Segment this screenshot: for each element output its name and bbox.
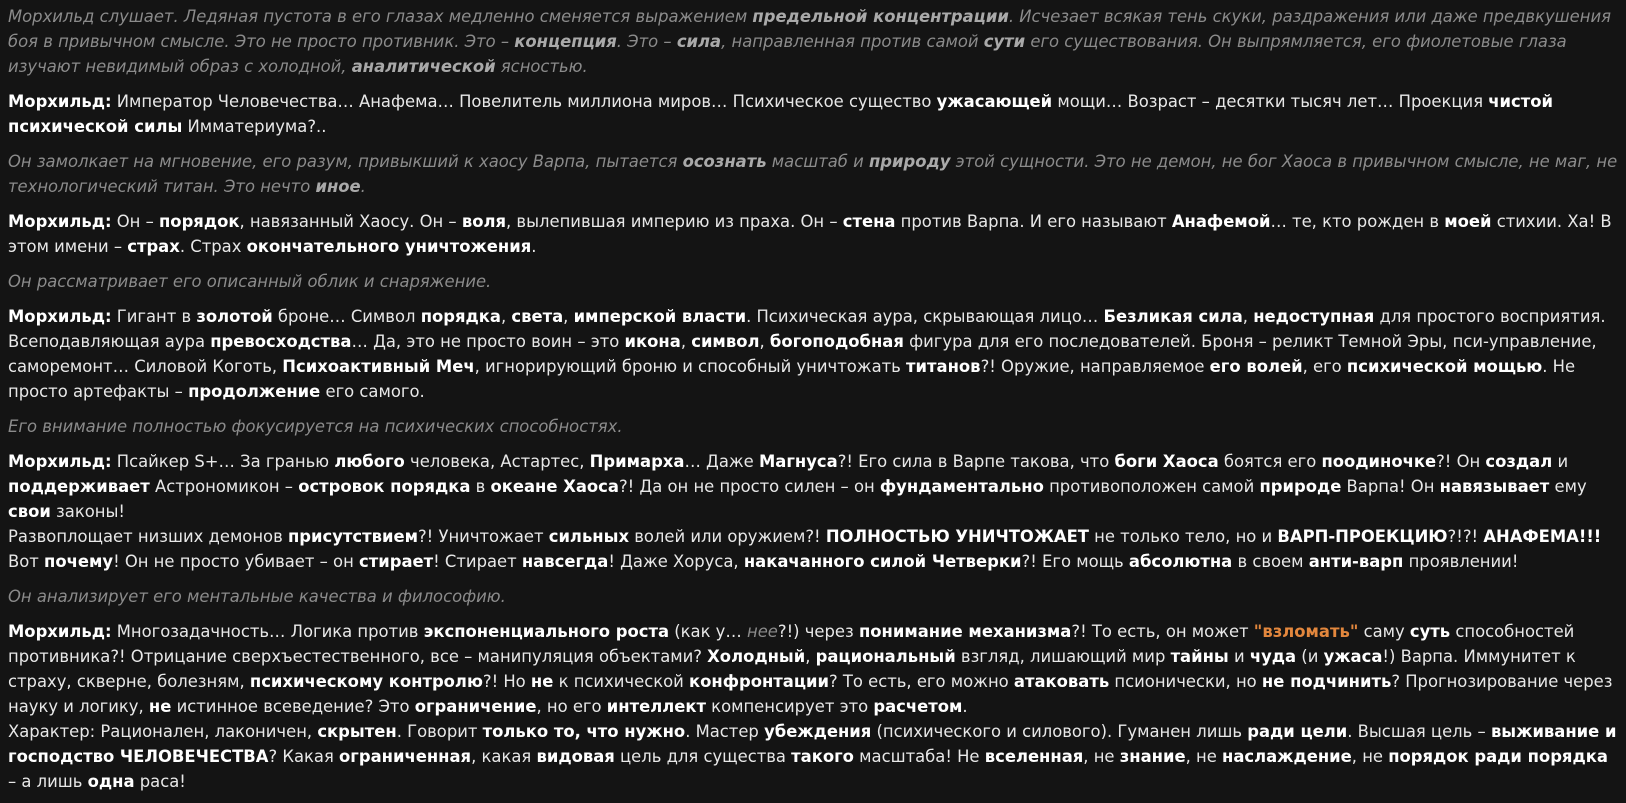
text-run: Морхильд слушает. Ледяная пустота в его глазах медленно сменяется выражением [8, 7, 753, 26]
emphasis-text: ограничение [414, 697, 537, 716]
text-run: ?!) через [777, 622, 859, 641]
speaker-name: Морхильд: [8, 212, 112, 231]
text-run: Он анализирует его ментальные качества и философию. [8, 587, 506, 606]
emphasis-text: расчетом [873, 697, 963, 716]
speaker-name: Морхильд: [8, 622, 112, 641]
text-run: Астрономикон – [149, 477, 299, 496]
text-run: его самого. [320, 382, 425, 401]
emphasis-text: АНАФЕМА!!! [1483, 527, 1602, 546]
emphasis-text: порядок ради порядка [1388, 747, 1608, 766]
text-run: (психического и силового). Гуманен лишь [871, 722, 1248, 741]
emphasis-text: тайны [1170, 647, 1229, 666]
text-run: . Это – [616, 32, 677, 51]
emphasis-text: ужаса [1323, 647, 1383, 666]
emphasis-text: поодиночке [1321, 452, 1437, 471]
emphasis-text: анти-варп [1308, 552, 1404, 571]
speech-paragraph [8, 449, 1618, 574]
text-run: Псайкер S+… За гранью [111, 452, 335, 471]
text-run: , [500, 307, 512, 326]
text-run: . [531, 237, 537, 256]
text-run: Он замолкает на мгновение, его разум, привыкший к хаосу Варпа, пытается [8, 152, 683, 171]
text-run: . Не просто артефакты – [8, 357, 1576, 401]
text-run: боятся его [1218, 452, 1322, 471]
text-run: человека, Астартес, [404, 452, 590, 471]
emphasis-text: чуда [1249, 647, 1297, 666]
emphasis-text: свои [8, 502, 51, 521]
emphasis-text: ограниченная [339, 747, 472, 766]
text-run: Характер: Рационален, лаконичен, [8, 722, 318, 741]
emphasis-text: одна [87, 772, 135, 791]
text-run: … те, кто рожден в [1270, 212, 1445, 231]
text-run: (и [1296, 647, 1324, 666]
text-run: в своем [1232, 552, 1309, 571]
text-run: Имматериума?.. [182, 117, 327, 136]
text-run: , вылепившая империю из праха. Он – [506, 212, 843, 231]
emphasis-text: концепция [514, 32, 617, 51]
emphasis-text: стена [842, 212, 896, 231]
emphasis-text: психической мощью [1346, 357, 1543, 376]
emphasis-text: конфронтации [689, 672, 829, 691]
italic-text: нее [746, 622, 778, 641]
text-run: , не [1351, 747, 1389, 766]
emphasis-text: природе [1259, 477, 1342, 496]
emphasis-text: не подчинить [1261, 672, 1392, 691]
text-run: . Исчезает всякая тень скуки, раздражения или даже предвкушения боя в привычном смысле. Это не просто противник. Это – [8, 7, 1611, 51]
text-run: противоположен самой [1043, 477, 1260, 496]
emphasis-text: психическому контролю [249, 672, 483, 691]
text-run: ! Даже Хоруса, [608, 552, 744, 571]
emphasis-text: Психоактивный Меч [282, 357, 475, 376]
text-run: , какая [471, 747, 537, 766]
narration-paragraph [8, 269, 1618, 294]
text-run: Многозадачность… Логика против [111, 622, 424, 641]
emphasis-text: иное [315, 177, 361, 196]
text-run: истинное всеведение? Это [171, 697, 415, 716]
text-run: . Говорит [396, 722, 483, 741]
emphasis-text: символ [691, 332, 760, 351]
emphasis-text: экспоненциального роста [423, 622, 670, 641]
text-run: броне… Символ [272, 307, 421, 326]
text-run: ?! Его мощь [1021, 552, 1129, 571]
text-run: ! Стирает [433, 552, 522, 571]
emphasis-text: страх [127, 237, 180, 256]
text-run: , [805, 647, 816, 666]
emphasis-text: Безликая сила [1103, 307, 1243, 326]
text-run: фигура для его последователей. Броня – реликт Темной Эры, пси-управление, саморемонт… Силовой Коготь, [8, 332, 1597, 376]
emphasis-text: видовая [536, 747, 615, 766]
emphasis-text: стирает [359, 552, 434, 571]
emphasis-text: окончательного уничтожения [246, 237, 532, 256]
text-run: Он рассматривает его описанный облик и снаряжение. [8, 272, 492, 291]
text-run: , направленная против самой [721, 32, 984, 51]
text-run: ?! Оружие, направляемое [980, 357, 1210, 376]
emphasis-text: наслаждение [1222, 747, 1352, 766]
emphasis-text: ради цели [1247, 722, 1348, 741]
narration-paragraph [8, 584, 1618, 609]
emphasis-text: продолжение [188, 382, 321, 401]
emphasis-text: чистой психической силы [8, 92, 1553, 136]
text-run: Гигант в [111, 307, 197, 326]
text-run: ? Какая [268, 747, 340, 766]
emphasis-text: абсолютна [1128, 552, 1233, 571]
text-run: для простого восприятия. Всеподавляющая аура [8, 307, 1606, 351]
emphasis-text: имперской власти [573, 307, 747, 326]
emphasis-text: навсегда [521, 552, 609, 571]
text-run: законы! [50, 502, 125, 521]
text-run: масштаб и [766, 152, 869, 171]
text-run: ? То есть, его можно [828, 672, 1014, 691]
emphasis-text: превосходства [210, 332, 352, 351]
text-run: … Даже [684, 452, 759, 471]
emphasis-text: не [530, 672, 554, 691]
text-run: этой сущности. Это не демон, не бог Хаоса в привычном смысле, не маг, не технологический титан. Это нечто [8, 152, 1618, 196]
text-run: , его [1302, 357, 1347, 376]
emphasis-text: порядок [158, 212, 240, 231]
text-run: взгляд, лишающий мир [955, 647, 1171, 666]
emphasis-text: ВАРП-ПРОЕКЦИЮ [1277, 527, 1448, 546]
text-run: . Мастер [685, 722, 765, 741]
text-run: псионически, но [1109, 672, 1262, 691]
text-run: ему [1549, 477, 1587, 496]
emphasis-text: убеждения [764, 722, 872, 741]
emphasis-text: порядка [420, 307, 501, 326]
text-run: не только тело, но и [1088, 527, 1278, 546]
narration-paragraph [8, 4, 1618, 79]
emphasis-text: природу [868, 152, 951, 171]
emphasis-text: его волей [1209, 357, 1303, 376]
text-run: ?! Но [482, 672, 531, 691]
emphasis-text: света [511, 307, 564, 326]
text-run: – а лишь [8, 772, 88, 791]
emphasis-text: суть [1409, 622, 1451, 641]
emphasis-text: ужасающей [936, 92, 1053, 111]
speech-paragraph [8, 209, 1618, 259]
emphasis-text: создал [1485, 452, 1553, 471]
text-run: масштаба! Не [853, 747, 985, 766]
narration-paragraph [8, 414, 1618, 439]
text-run: стихии. Ха! В этом имени – [8, 212, 1612, 256]
text-run: к психической [553, 672, 689, 691]
text-run: и [1552, 452, 1569, 471]
text-run: . [962, 697, 968, 716]
emphasis-text: титанов [906, 357, 981, 376]
text-run: ?! Да он не просто силен – он [618, 477, 880, 496]
emphasis-text: такого [791, 747, 854, 766]
text-run: раса! [134, 772, 186, 791]
emphasis-text: знание [1119, 747, 1186, 766]
text-run: , не [1185, 747, 1223, 766]
text-run: . [360, 177, 366, 196]
text-run: цель для существа [614, 747, 792, 766]
text-run: ? Прогнозирование через науку и логику, [8, 672, 1613, 716]
emphasis-text: навязывает [1439, 477, 1550, 496]
text-run: способностей противника?! Отрицание сверхъестественного, все – манипуляция объектами? [8, 622, 1575, 666]
emphasis-text: океане Хаоса [490, 477, 619, 496]
text-run: ! Он не просто убивает – он [113, 552, 360, 571]
text-run: (как у… [669, 622, 747, 641]
emphasis-text: атаковать [1013, 672, 1110, 691]
emphasis-text: почему [44, 552, 114, 571]
text-run: . Страх [179, 237, 247, 256]
emphasis-text: интеллект [606, 697, 706, 716]
emphasis-text: выживание и господство ЧЕЛОВЕЧЕСТВА [8, 722, 1617, 766]
speech-paragraph [8, 619, 1618, 794]
text-run: Вот [8, 552, 45, 571]
text-run: ясностью. [495, 57, 588, 76]
text-run: … Да, это не просто воин – это [351, 332, 625, 351]
emphasis-text: любого [334, 452, 405, 471]
text-run: его существования. Он выпрямляется, его фиолетовые глаза изучают невидимый образ с холодной, [8, 32, 1567, 76]
emphasis-text: боги Хаоса [1114, 452, 1219, 471]
text-run: ?!?! [1447, 527, 1484, 546]
highlight-text: "взломать" [1253, 622, 1359, 641]
emphasis-text: присутствием [287, 527, 418, 546]
emphasis-text: скрытен [317, 722, 397, 741]
emphasis-text: сильных [548, 527, 630, 546]
text-run: и [1228, 647, 1250, 666]
speaker-name: Морхильд: [8, 307, 112, 326]
text-run: . Психическая аура, скрывающая лицо… [746, 307, 1104, 326]
emphasis-text: аналитической [351, 57, 496, 76]
text-run: в [470, 477, 491, 496]
text-run: ?! Уничтожает [417, 527, 549, 546]
text-run: , игнорирующий броню и способный уничтожать [474, 357, 907, 376]
text-run: , [680, 332, 692, 351]
text-run: . Высшая цель – [1347, 722, 1491, 741]
emphasis-text: Примарха [589, 452, 685, 471]
text-run: , [563, 307, 574, 326]
text-run: компенсирует это [705, 697, 874, 716]
text-run: , но его [536, 697, 607, 716]
speaker-name: Морхильд: [8, 452, 112, 471]
speech-paragraph [8, 89, 1618, 139]
text-run: ?! Его сила в Варпе такова, что [837, 452, 1115, 471]
emphasis-text: не [148, 697, 172, 716]
text-run: мощи… Возраст – десятки тысяч лет… Проекция [1052, 92, 1489, 111]
text-run: , не [1083, 747, 1120, 766]
emphasis-text: золотой [196, 307, 273, 326]
text-run: ?! То есть, он может [1071, 622, 1254, 641]
emphasis-text: Анафемой [1171, 212, 1271, 231]
emphasis-text: ПОЛНОСТЬЮ УНИЧТОЖАЕТ [825, 527, 1089, 546]
emphasis-text: поддерживает [8, 477, 150, 496]
text-run: Развоплощает низших демонов [8, 527, 288, 546]
emphasis-text: икона [624, 332, 681, 351]
emphasis-text: накачанного силой Четверки [743, 552, 1022, 571]
speech-paragraph [8, 304, 1618, 404]
emphasis-text: моей [1444, 212, 1492, 231]
text-run: против Варпа. И его называют [895, 212, 1172, 231]
emphasis-text: понимание механизма [858, 622, 1072, 641]
emphasis-text: предельной концентрации [752, 7, 1009, 26]
emphasis-text: рациональный [815, 647, 956, 666]
narration-paragraph [8, 149, 1618, 199]
emphasis-text: только то, что нужно [482, 722, 686, 741]
emphasis-text: фундаментально [879, 477, 1044, 496]
emphasis-text: сути [983, 32, 1026, 51]
emphasis-text: богоподобная [769, 332, 904, 351]
emphasis-text: сила [676, 32, 722, 51]
text-run: саму [1358, 622, 1410, 641]
text-run: , [1242, 307, 1254, 326]
text-run: , навязанный Хаосу. Он – [239, 212, 462, 231]
emphasis-text: недоступная [1253, 307, 1375, 326]
text-run: Варпа! Он [1341, 477, 1440, 496]
text-run: Император Человечества… Анафема… Повелитель миллиона миров… Психическое существо [111, 92, 937, 111]
text-run: Его внимание полностью фокусируется на психических способностях. [8, 417, 623, 436]
emphasis-text: вселенная [984, 747, 1084, 766]
emphasis-text: островок порядка [298, 477, 471, 496]
speaker-name: Морхильд: [8, 92, 112, 111]
emphasis-text: Холодный [707, 647, 806, 666]
emphasis-text: осознать [682, 152, 767, 171]
text-run: ?! Он [1436, 452, 1486, 471]
emphasis-text: воля [461, 212, 506, 231]
text-run: !) Варпа. Иммунитет к страху, скверне, болезням, [8, 647, 1576, 691]
text-run: , [759, 332, 770, 351]
emphasis-text: Магнуса [758, 452, 838, 471]
text-run: проявлении! [1403, 552, 1519, 571]
text-run: Он – [111, 212, 159, 231]
text-run: волей или оружием?! [629, 527, 826, 546]
